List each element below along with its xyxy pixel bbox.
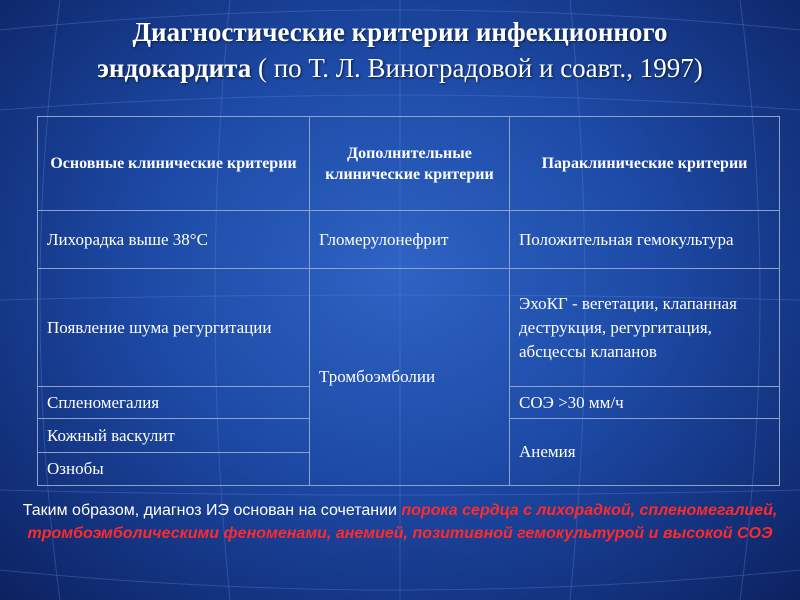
cell-chills: Ознобы xyxy=(38,453,310,486)
cell-splenomegaly: Спленомегалия xyxy=(38,387,310,419)
title-line-2: эндокардита ( по Т. Л. Виноградовой и соавт., 1997) xyxy=(97,53,703,83)
slide-title xyxy=(0,14,800,86)
criteria-table xyxy=(37,116,780,486)
cell-murmur: Появление шума регургитации xyxy=(38,269,310,387)
cell-vasculitis: Кожный васкулит xyxy=(38,419,310,453)
title-line-1: Диагностические критерии инфекционного xyxy=(132,17,668,47)
conclusion-highlight: порока сердца с лихорадкой, спленомегалией, тромбоэмболическими феноменами, анемией, позитивной гемокультурой и высокой СОЭ xyxy=(27,502,778,542)
table-header-row xyxy=(38,117,780,211)
cell-glomerulonephritis: Гломерулонефрит xyxy=(310,211,510,269)
cell-anemia: Анемия xyxy=(510,419,780,486)
cell-thromboembolism: Тромбоэмболии xyxy=(310,269,510,486)
table-row xyxy=(38,269,780,387)
header-main-criteria: Основные клинические критерии xyxy=(38,117,310,211)
table-row xyxy=(38,211,780,269)
cell-fever: Лихорадка выше 38°С xyxy=(38,211,310,269)
cell-blood-culture: Положительная гемокультура xyxy=(510,211,780,269)
cell-echo: ЭхоКГ - вегетации, клапанная деструкция, регургитация, абсцессы клапанов xyxy=(510,269,780,387)
conclusion-plain: Таким образом, диагноз ИЭ основан на сочетании xyxy=(22,502,402,519)
header-additional-criteria: Дополнительные клинические критерии xyxy=(310,117,510,211)
header-paraclinical-criteria: Параклинические критерии xyxy=(510,117,780,211)
conclusion-text xyxy=(10,499,790,545)
cell-esr: СОЭ >30 мм/ч xyxy=(510,387,780,419)
